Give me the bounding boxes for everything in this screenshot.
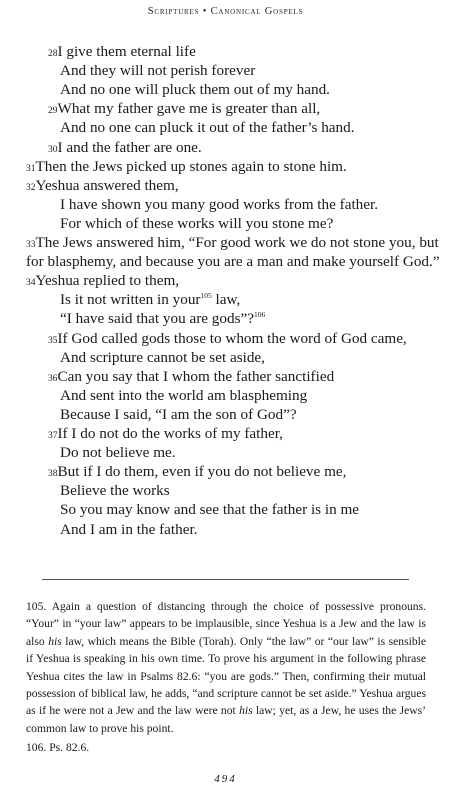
verse-number: 33 — [26, 240, 36, 250]
verse-text: I give them eternal life — [57, 43, 196, 60]
verse-line — [60, 500, 359, 519]
verse-text: I have shown you many good works from the father. — [60, 195, 379, 213]
verse-line — [60, 309, 265, 328]
footnote-number: 106. — [26, 741, 47, 755]
footnote-emphasis: his — [48, 634, 62, 648]
verse-number: 38 — [48, 469, 58, 480]
footnote-text: Again a question of distancing through the choice of possessive pronouns. “Your” in “your law” appears to be implausible, since Yeshua is a Jew and the law is also — [26, 600, 426, 648]
verse-line — [60, 348, 265, 367]
verse-text: And no one will pluck them out of my hand. — [60, 81, 330, 99]
verse-text: If God called gods those to whom the word of God came, — [57, 329, 407, 347]
footnote-rule — [42, 579, 409, 580]
verse-line — [60, 386, 307, 405]
footnote-reference[interactable]: 105 — [200, 291, 212, 301]
verse-text: Yeshua replied to them, — [35, 272, 180, 290]
verse-text: I and the father are one. — [57, 138, 202, 156]
verse-text: And sent into the world am blaspheming — [60, 386, 308, 404]
verse-number: 37 — [48, 431, 58, 441]
verse-text: And scripture cannot be set aside, — [60, 348, 265, 366]
footnotes — [26, 598, 426, 759]
verse-text: What my father gave me is greater than all, — [57, 100, 321, 118]
verse-line — [60, 481, 170, 500]
verse-text: Do not believe me. — [60, 444, 176, 462]
verse-number: 31 — [26, 163, 36, 174]
verse-text: Then the Jews picked up stones again to stone him. — [35, 157, 347, 175]
verse-number: 28 — [48, 49, 58, 59]
verse-line — [60, 290, 240, 309]
verse-text: So you may know and see that the father is in me — [60, 501, 360, 519]
verse-line — [60, 61, 255, 80]
footnote-number: 105. — [26, 600, 47, 613]
verse-number: 32 — [26, 182, 36, 193]
verse-line — [60, 443, 176, 462]
verse-line — [60, 195, 378, 214]
page-number: 494 — [214, 773, 237, 785]
verse-text: And I am in the father. — [60, 520, 198, 538]
verse-number: 30 — [48, 144, 58, 155]
verse-text: “I have said that you are gods”? — [60, 310, 254, 328]
footnote-text: law; yet, as a Jew, he uses the Jews’ common law to prove his point. — [26, 704, 426, 735]
verse-number: 34 — [26, 278, 36, 289]
footnote-text: Ps. 82.6. — [46, 741, 90, 755]
verse-text: Because I said, “I am the son of God”? — [60, 405, 297, 423]
verse-text: And they will not perish forever — [60, 62, 256, 80]
verse-line — [60, 405, 297, 424]
footnote — [26, 739, 426, 756]
verse-text: The Jews answered him, “For good work we do not stone you, but — [35, 234, 439, 251]
verse-text: If I do not do the works of my father, — [57, 425, 283, 442]
verse-text: Yeshua answered them, — [35, 176, 179, 194]
running-head: Scriptures • Canonical Gospels — [147, 6, 304, 17]
verse-text: for blasphemy, and because you are a man and make yourself God.” — [26, 253, 440, 271]
verse-line — [60, 214, 333, 233]
verse-text: And no one can pluck it out of the father’s hand. — [60, 119, 355, 137]
verse-line — [60, 520, 198, 539]
verse-number: 29 — [48, 106, 58, 117]
verse-text-continued: law, — [211, 291, 241, 309]
verse-line — [60, 118, 355, 137]
verse-text: Believe the works — [60, 482, 170, 500]
footnote-text: law, which means the Bible (Torah). Only “the law” or “our law” is sensible if Yeshua is speaking in his own time. To prove his argument in the following phrase Yeshua cites the law in Psalms 82.6: “you are gods.” Then, confirming their mutual possession of biblical law, he adds, “and scripture cannot be set aside.” Yeshua argues as if he were not a Jew and the law were not — [26, 634, 426, 718]
verse-text: But if I do them, even if you do not believe me, — [57, 463, 347, 481]
footnote-emphasis: his — [239, 704, 253, 718]
verse-number: 35 — [48, 335, 58, 346]
footnote — [26, 598, 426, 737]
verse-line — [26, 252, 440, 271]
verse-text: Is it not written in your — [60, 291, 201, 309]
verse-text: For which of these works will you stone me? — [60, 214, 334, 232]
verse-number: 36 — [48, 373, 58, 384]
verse-line — [60, 80, 330, 99]
footnote-reference[interactable]: 106 — [253, 310, 266, 320]
verse-text: Can you say that I whom the father sanctified — [57, 367, 335, 385]
